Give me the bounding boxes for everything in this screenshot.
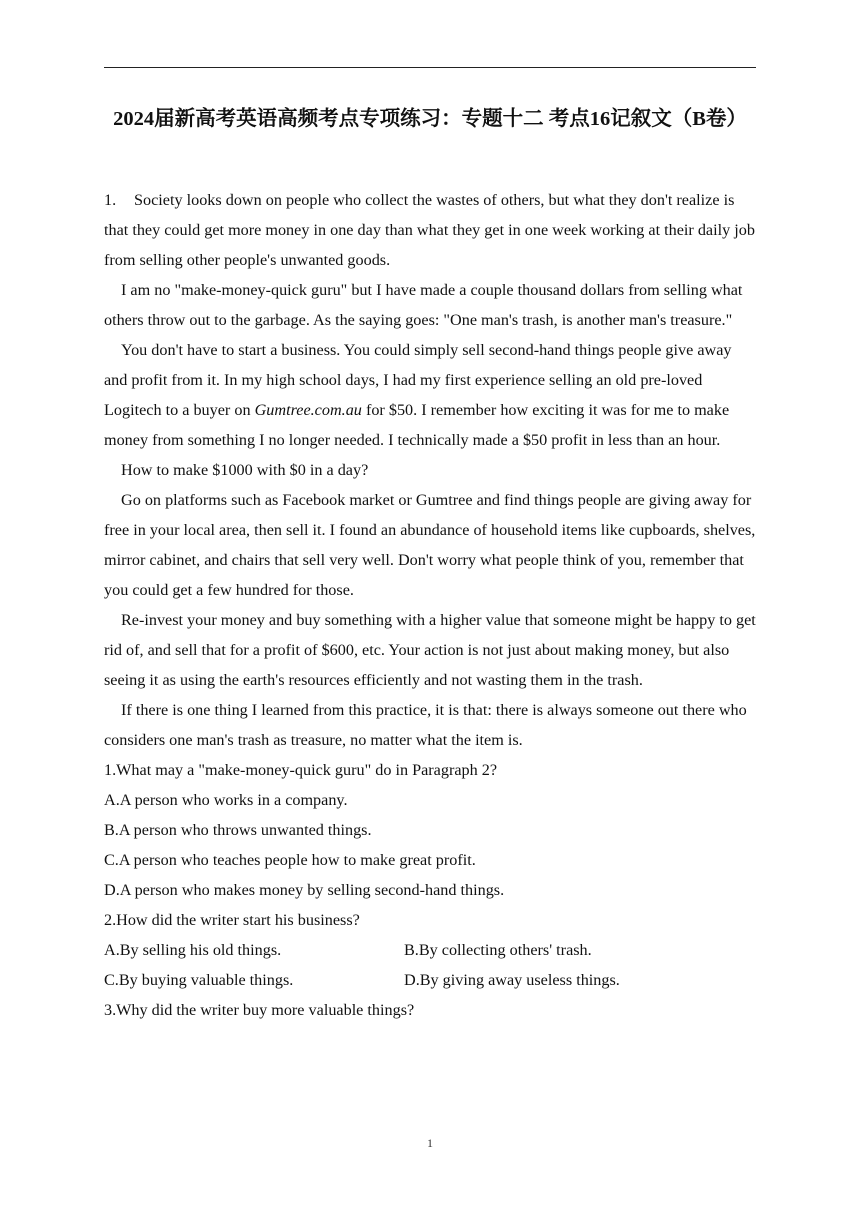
document-body <box>104 185 756 1025</box>
passage-paragraph-2: I am no "make-money-quick guru" but I have made a couple thousand dollars from selling what others throw out to the garbage. As the saying goes: "One man's trash, is another man's treasure." <box>104 281 743 329</box>
question-2-stem: 2.How did the writer start his business? <box>104 911 360 929</box>
question-1-option-d: D.A person who makes money by selling second-hand things. <box>104 881 505 899</box>
passage-paragraph-6: Re-invest your money and buy something with a higher value that someone might be happy to get rid of, and sell that for a profit of $600, etc. Your action is not just about making money, but also seeing it as using the earth's resources efficiently and not wasting them in the trash. <box>104 611 756 689</box>
question-1-stem: 1.What may a "make-money-quick guru" do in Paragraph 2? <box>104 761 498 779</box>
header-rule <box>104 67 756 68</box>
passage-paragraph-1: 1. Society looks down on people who collect the wastes of others, but what they don't realize is that they could get more money in one day than what they get in one week working at their daily job from selling other people's unwanted goods. <box>104 185 756 275</box>
passage-number: 1. <box>104 191 117 209</box>
passage-paragraph-5: Go on platforms such as Facebook market or Gumtree and find things people are giving away for free in your local area, then sell it. I found an abundance of household items like cupboards, shelves, mirror cabinet, and chairs that sell very well. Don't worry what people think of you, remember that you could get a few hundred for those. <box>104 491 756 599</box>
question-1-option-c: C.A person who teaches people how to make great profit. <box>104 851 476 869</box>
document-title: 2024届新高考英语高频考点专项练习：专题十二 考点16记叙文（B卷） <box>113 108 747 130</box>
question-2-options-row-2 <box>104 965 756 995</box>
passage-paragraph-3: You don't have to start a business. You could simply sell second-hand things people give away and profit from it. In my high school days, I had my first experience selling an old pre-loved Logitech to a buyer on Gumtree.com.au for $50. I remember how exciting it was for me to make money from something I no longer needed. I technically made a $50 profit in less than an hour. <box>104 341 732 449</box>
question-3-stem: 3.Why did the writer buy more valuable things? <box>104 1001 415 1019</box>
question-1-option-a: A.A person who works in a company. <box>104 791 348 809</box>
question-2-options-row-1 <box>104 935 756 965</box>
website-name: Gumtree.com.au <box>254 401 362 419</box>
passage-paragraph-4: How to make $1000 with $0 in a day? <box>121 461 369 479</box>
question-2-option-c: C.By buying valuable things. <box>104 971 294 989</box>
question-2-option-b: B.By collecting others' trash. <box>404 941 592 959</box>
question-2-option-a: A.By selling his old things. <box>104 941 282 959</box>
question-2-option-d: D.By giving away useless things. <box>404 971 620 989</box>
passage-paragraph-7: If there is one thing I learned from this practice, it is that: there is always someone out there who considers one man's trash as treasure, no matter what the item is. <box>104 701 747 749</box>
question-1-option-b: B.A person who throws unwanted things. <box>104 821 372 839</box>
page-number: 1 <box>427 1136 433 1150</box>
